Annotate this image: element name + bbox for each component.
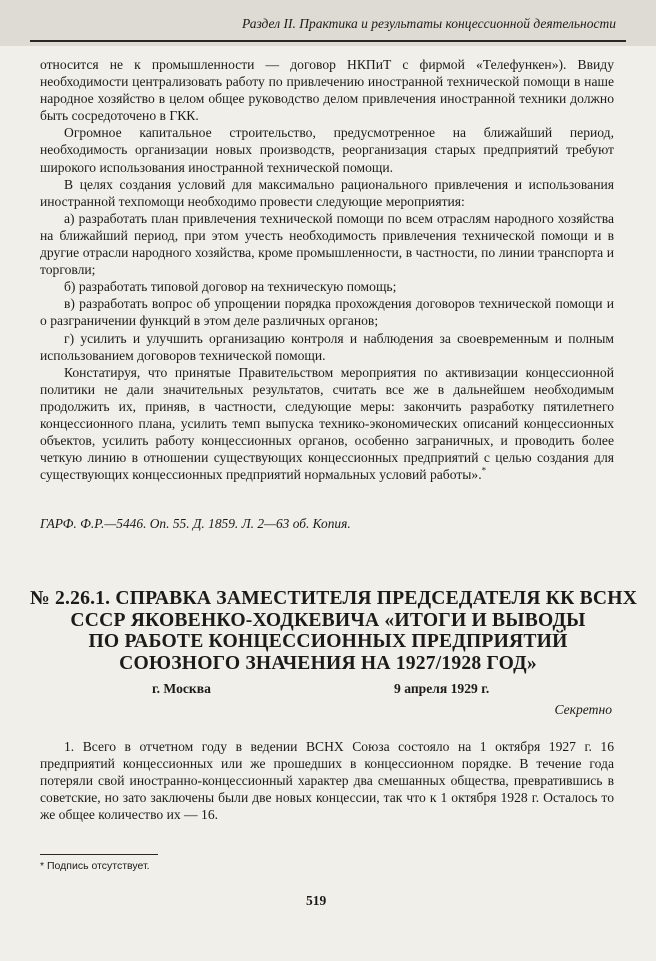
document-date: 9 апреля 1929 г. (394, 681, 490, 696)
title-line: СССР ЯКОВЕНКО-ХОДКЕВИЧА «ИТОГИ И ВЫВОДЫ (70, 609, 586, 631)
title-line: ПО РАБОТЕ КОНЦЕССИОННЫХ ПРЕДПРИЯТИЙ (88, 631, 568, 653)
page-number: 519 (306, 893, 327, 908)
body-text (40, 56, 614, 483)
header-rule (30, 40, 626, 42)
document-body (40, 738, 614, 823)
document-title (30, 588, 638, 674)
list-item: а) разработать план привлечения технической помощи по всем отраслям народного хозяйства на ближайший период, при этом учесть необходимость привлечения технической помощи и в другие отрасли народного хозяйства, кроме промышленности, в частности, по линии транспорта и торговли; (40, 210, 614, 278)
title-line: № 2.26.1. СПРАВКА ЗАМЕСТИТЕЛЯ ПРЕДСЕДАТЕЛЯ КК ВСНХ (30, 588, 638, 609)
title-line: СОЮЗНОГО ЗНАЧЕНИЯ НА 1927/1928 ГОД» (119, 652, 537, 674)
paragraph (40, 364, 614, 484)
footnote: * Подпись отсутствует. (40, 860, 150, 872)
classification-mark: Секретно (554, 702, 612, 717)
list-item: г) усилить и улучшить организацию контроля и наблюдения за своевременным и полным использованием договоров технической помощи. (40, 330, 614, 363)
paragraph: 1. Всего в отчетном году в ведении ВСНХ Союза состояло на 1 октября 1927 г. 16 предприятий концессионных или же прошедших в концессионном порядке. В течение года потеряли свой иностранно-концессионный характер два смешанных общества, превратившись в советские, но зато заключены были две новых концессии, так что к 1 октября 1928 г. Осталось то же общее количество их — 16. (40, 739, 614, 823)
running-header (0, 0, 656, 46)
list-item: в) разработать вопрос об упрощении порядка прохождения договоров технической помощи и о разграничении функций в этом деле различных органов; (40, 296, 614, 329)
paragraph: относится не к промышленности — договор НКПиТ с фирмой «Телефункен»). Ввиду необходимости централизовать работу по привлечению иностранной технической помощи в наше народное хозяйство в целом общее руководство делом привлечения иностранной техники должно быть сосредоточено в ГКК. (40, 57, 614, 124)
archive-source: ГАРФ. Ф.Р.—5446. Оп. 55. Д. 1859. Л. 2—63 об. Копия. (40, 516, 351, 531)
running-header-title: Раздел II. Практика и результаты концессионной деятельности (241, 16, 616, 31)
paragraph-text: Констатируя, что принятые Правительством мероприятия по активизации концессионной политики не дали значительных результатов, считать все же в дальнейшем необходимым продолжить их, приняв, в частности, следующие меры: закончить разработку пятилетнего концессионного плана, усилить темп выпуска технико-экономических описаний концессионных объектов, усилить работу концессионных органов, особенно заграничных, и проводить более четкую линию в отношении существующих концессионных предприятий с целью создания для существующих концессионных предприятий нормальных условий работы». (40, 364, 614, 483)
list-item: б) разработать типовой договор на техническую помощь; (64, 279, 397, 295)
paragraph: Огромное капитальное строительство, предусмотренное на ближайший период, необходимость организации новых производств, реорганизация старых предприятий требуют широкого использования иностранной технической помощи. (40, 125, 614, 175)
footnote-rule (40, 854, 158, 855)
footnote-marker: * (481, 465, 487, 476)
document-place: г. Москва (152, 681, 211, 696)
paragraph: В целях создания условий для максимально рационального привлечения и использования иностранной техпомощи необходимо провести следующие мероприятия: (40, 176, 614, 209)
